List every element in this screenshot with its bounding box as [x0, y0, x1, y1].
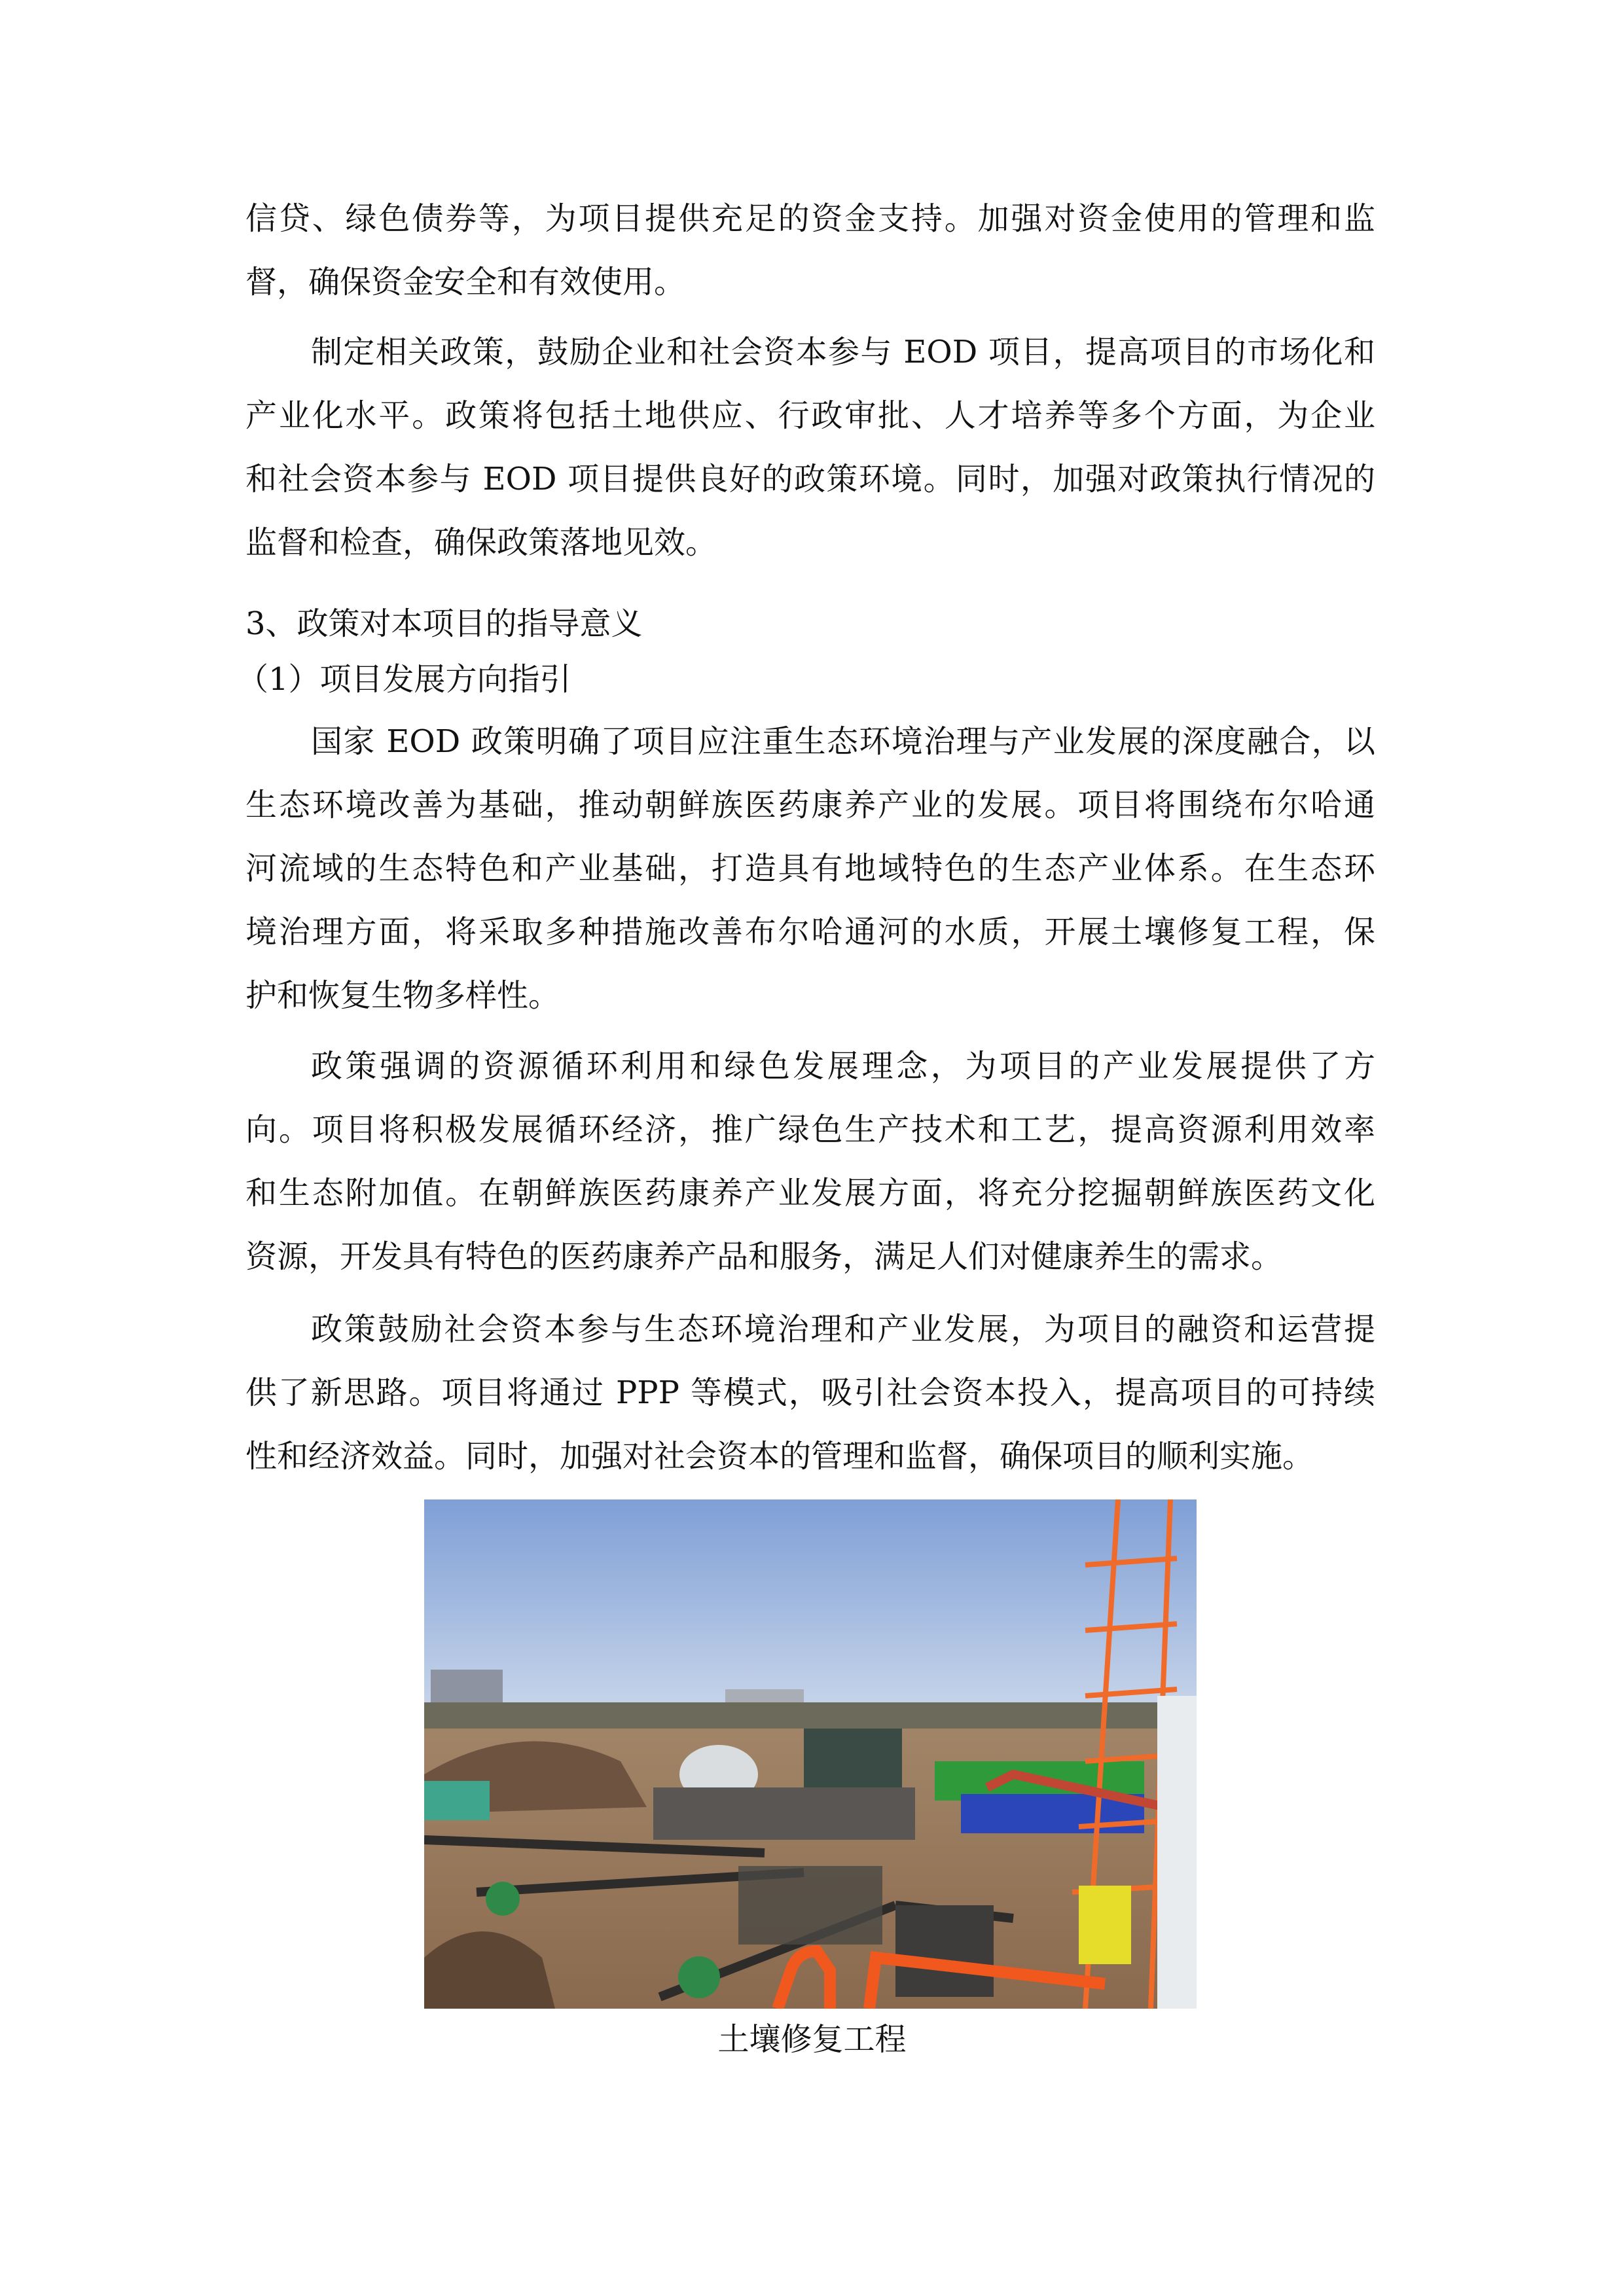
text-line: 供了新思路。项目将通过 PPP 等模式，吸引社会资本投入，提高项目的可持续: [245, 1374, 1375, 1411]
text-line: 产业化水平。政策将包括土地供应、行政审批、人才培养等多个方面，为企业: [245, 397, 1375, 434]
paragraph-funding: [245, 187, 1375, 314]
text-line: 信贷、绿色债券等，为项目提供充足的资金支持。加强对资金使用的管理和监: [245, 200, 1375, 237]
text-line: 向。项目将积极发展循环经济，推广绿色生产技术和工艺，提高资源利用效率: [245, 1111, 1375, 1148]
text-line: 资源，开发具有特色的医药康养产品和服务，满足人们对健康养生的需求。: [245, 1238, 1283, 1275]
text-line: 和社会资本参与 EOD 项目提供良好的政策环境。同时，加强对政策执行情况的: [245, 461, 1375, 497]
soil-remediation-photo: [424, 1499, 1197, 2009]
paragraph-direction: [245, 710, 1375, 1028]
text-line: 性和经济效益。同时，加强对社会资本的管理和监督，确保项目的顺利实施。: [245, 1438, 1314, 1475]
text-line: 监督和检查，确保政策落地见效。: [245, 524, 717, 561]
text-line: 生态环境改善为基础，推动朝鲜族医药康养产业的发展。项目将围绕布尔哈通: [245, 787, 1375, 823]
text-line: 制定相关政策，鼓励企业和社会资本参与 EOD 项目，提高项目的市场化和: [311, 334, 1375, 370]
text-line: 督，确保资金安全和有效使用。: [245, 264, 686, 300]
subsection-heading: （1）项目发展方向指引: [237, 661, 571, 698]
text-line: 和生态附加值。在朝鲜族医药康养产业发展方面，将充分挖掘朝鲜族医药文化: [245, 1175, 1375, 1211]
text-line: 国家 EOD 政策明确了项目应注重生态环境治理与产业发展的深度融合，以: [311, 723, 1375, 760]
text-line: 政策强调的资源循环利用和绿色发展理念，为项目的产业发展提供了方: [311, 1048, 1375, 1085]
paragraph-social-capital: [245, 1298, 1375, 1488]
text-line: 境治理方面，将采取多种措施改善布尔哈通河的水质，开展土壤修复工程，保: [245, 914, 1375, 950]
text-line: 护和恢复生物多样性。: [245, 977, 560, 1014]
section-heading: 3、政策对本项目的指导意义: [245, 605, 643, 642]
paragraph-circular-economy: [245, 1035, 1375, 1289]
figure-caption: 土壤修复工程: [717, 2021, 907, 2058]
text-line: 政策鼓励社会资本参与生态环境治理和产业发展，为项目的融资和运营提: [311, 1311, 1375, 1348]
text-line: 河流域的生态特色和产业基础，打造具有地域特色的生态产业体系。在生态环: [245, 850, 1375, 887]
paragraph-policy: [245, 321, 1375, 575]
photo-illustration: [424, 1499, 1197, 2009]
